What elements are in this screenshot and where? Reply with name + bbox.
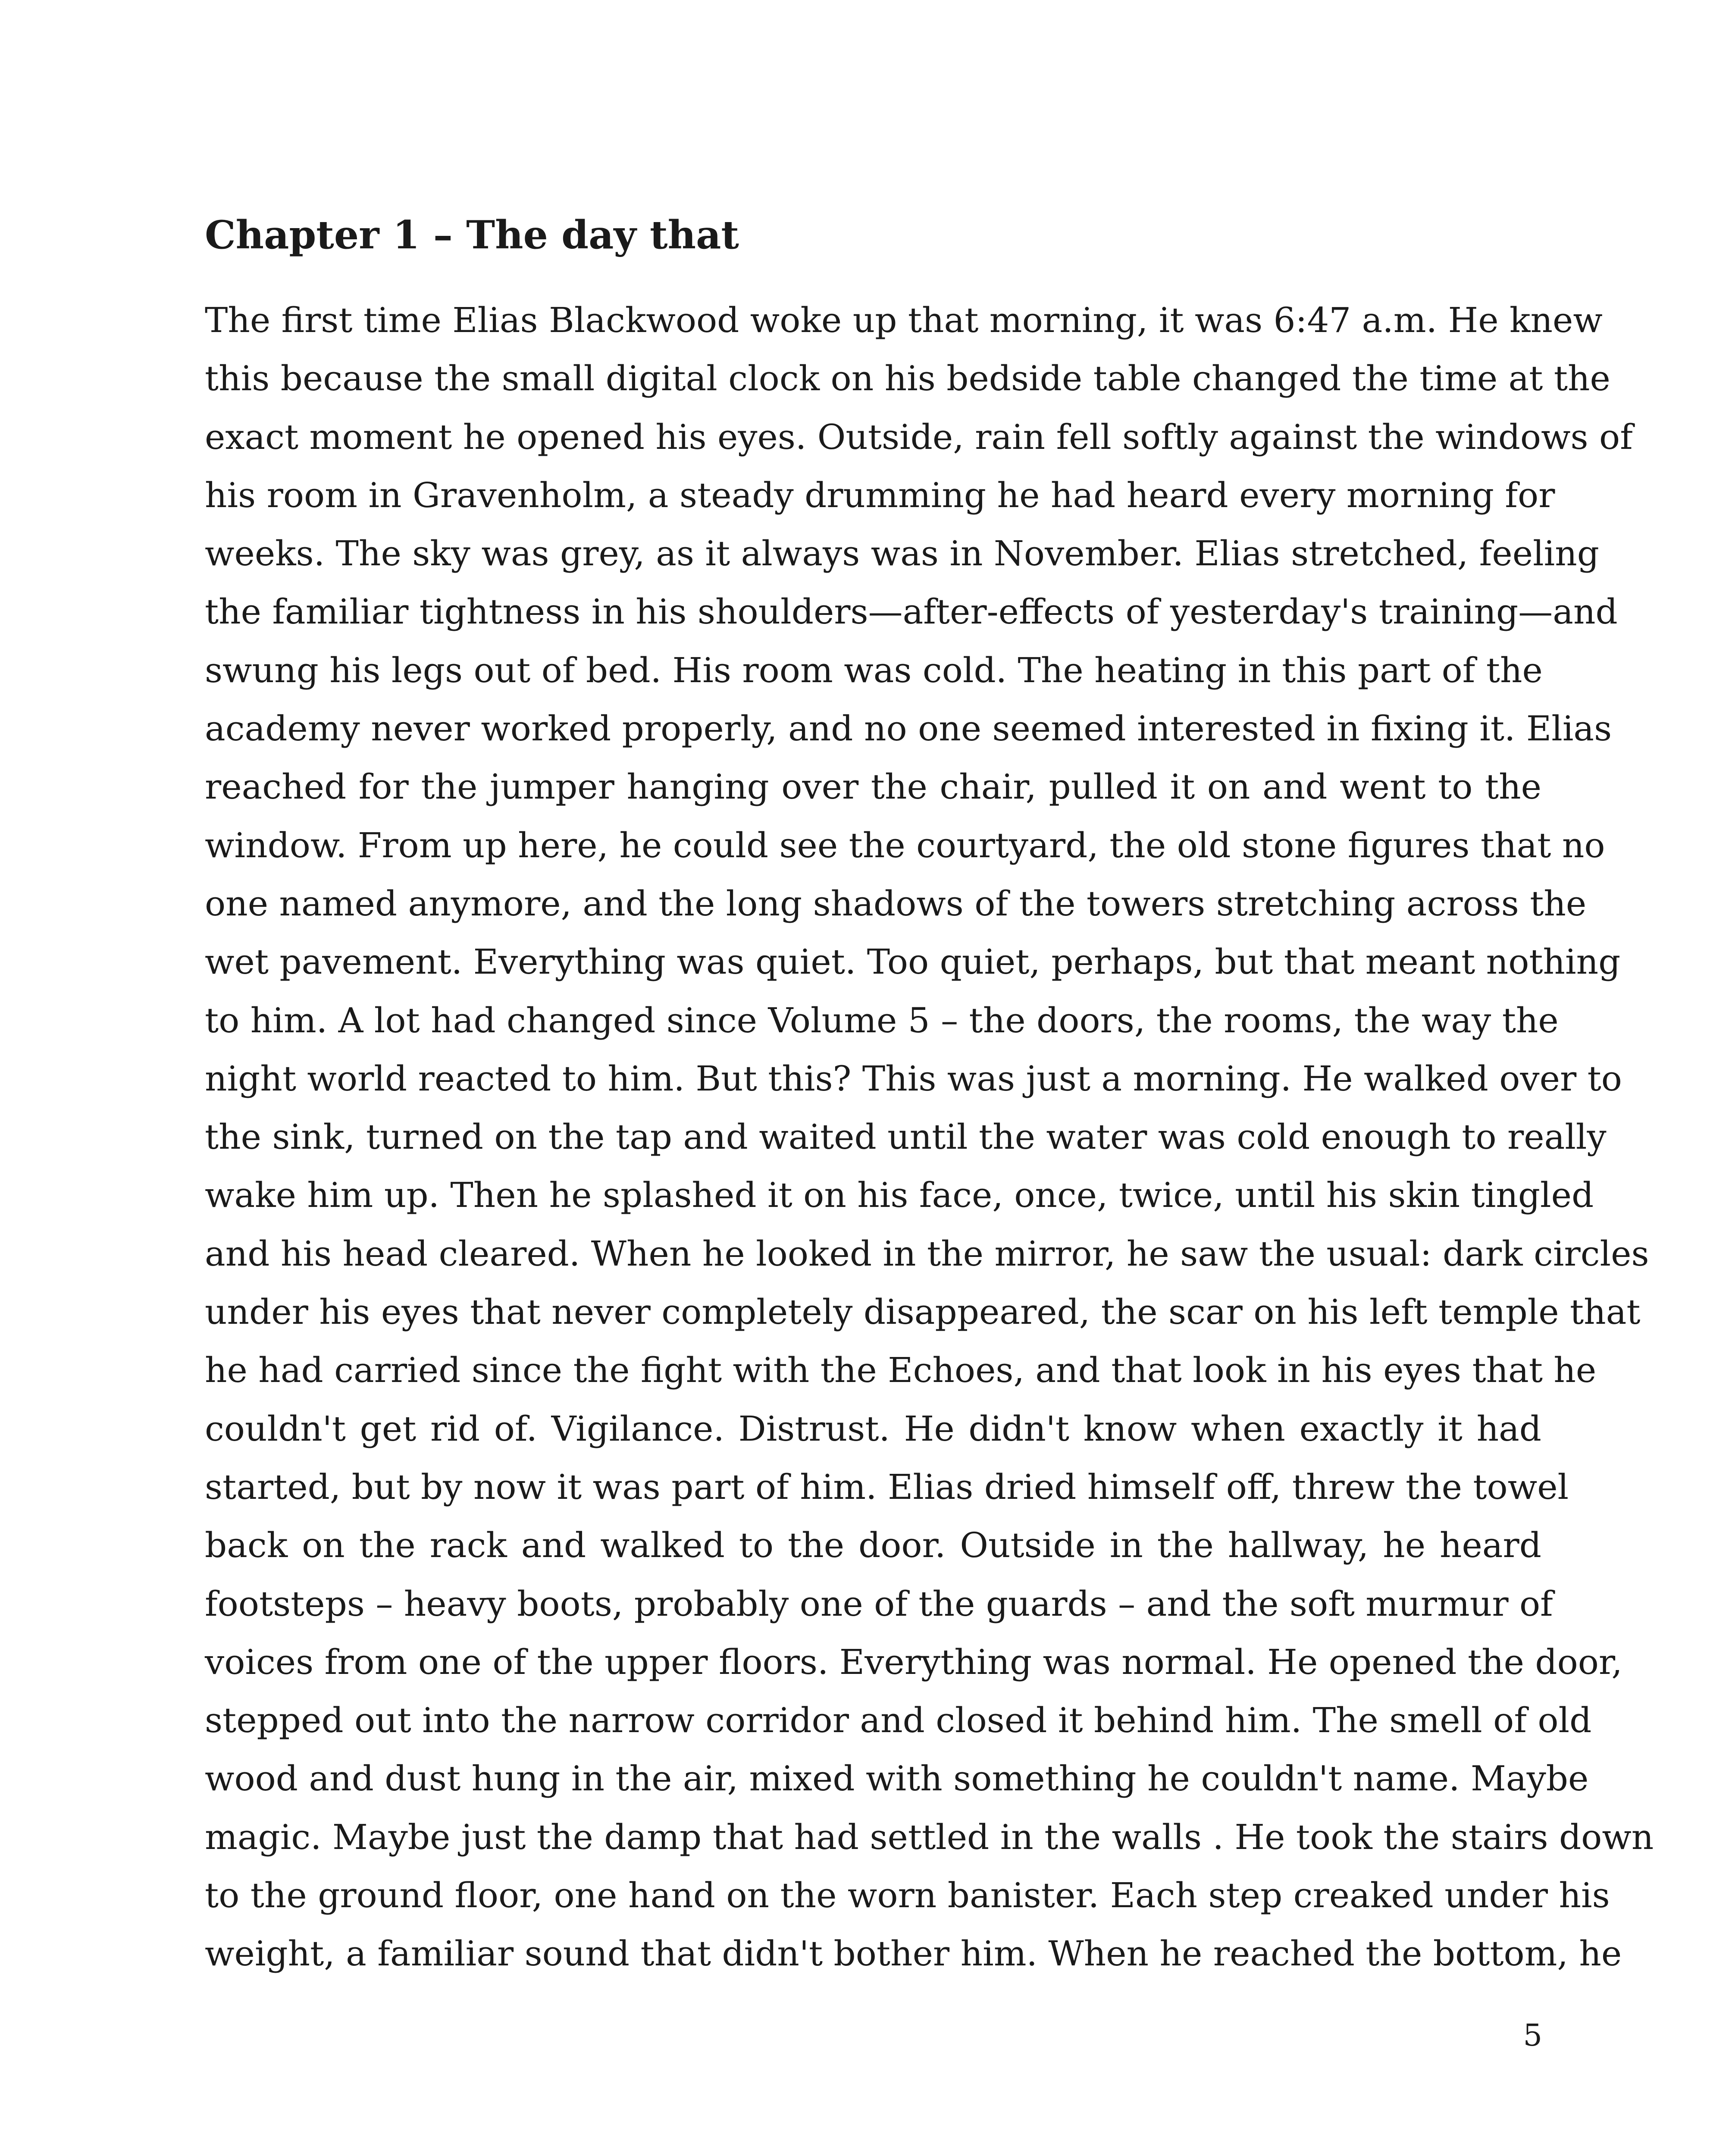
body-line: one named anymore, and the long shadows of the towers stretching across the bbox=[205, 883, 1587, 924]
chapter-title: Chapter 1 – The day that bbox=[205, 212, 739, 258]
body-line: this because the small digital clock on his bedside table changed the time at the bbox=[205, 358, 1610, 399]
body-line: started, but by now it was part of him. Elias dried himself off, threw the towel bbox=[205, 1467, 1569, 1507]
body-line: wet pavement. Everything was quiet. Too quiet, perhaps, but that meant nothing bbox=[205, 942, 1621, 982]
body-line: academy never worked properly, and no one seemed interested in fixing it. Elias bbox=[205, 708, 1612, 749]
body-line: magic. Maybe just the damp that had settled in the walls . He took the stairs down bbox=[205, 1817, 1654, 1857]
body-line: window. From up here, he could see the courtyard, the old stone figures that no bbox=[205, 825, 1605, 865]
body-line: stepped out into the narrow corridor and closed it behind him. The smell of old bbox=[205, 1700, 1592, 1741]
body-line: night world reacted to him. But this? This was just a morning. He walked over to bbox=[205, 1058, 1622, 1099]
body-line: the sink, turned on the tap and waited until the water was cold enough to really bbox=[205, 1117, 1607, 1157]
body-line: wake him up. Then he splashed it on his face, once, twice, until his skin tingled bbox=[205, 1175, 1594, 1216]
body-line: the familiar tightness in his shoulders—after-effects of yesterday's training—and bbox=[205, 592, 1618, 632]
body-line: The first time Elias Blackwood woke up that morning, it was 6:47 a.m. He knew bbox=[205, 300, 1603, 340]
body-line: and his head cleared. When he looked in the mirror, he saw the usual: dark circles bbox=[205, 1233, 1649, 1274]
body-line: weight, a familiar sound that didn't bother him. When he reached the bottom, he bbox=[205, 1934, 1622, 1974]
body-line: couldn't get rid of. Vigilance. Distrust. He didn't know when exactly it had bbox=[205, 1408, 1541, 1449]
body-line: to the ground floor, one hand on the worn banister. Each step creaked under his bbox=[205, 1875, 1610, 1916]
body-line: reached for the jumper hanging over the chair, pulled it on and went to the bbox=[205, 767, 1541, 807]
body-line: his room in Gravenholm, a steady drumming he had heard every morning for bbox=[205, 475, 1555, 515]
body-line: under his eyes that never completely disappeared, the scar on his left temple that bbox=[205, 1292, 1641, 1332]
page-number: 5 bbox=[1523, 2018, 1542, 2053]
body-line: exact moment he opened his eyes. Outside, rain fell softly against the windows of bbox=[205, 417, 1633, 457]
body-line: voices from one of the upper floors. Everything was normal. He opened the door, bbox=[205, 1642, 1622, 1682]
body-line: weeks. The sky was grey, as it always was in November. Elias stretched, feeling bbox=[205, 533, 1599, 574]
body-line: wood and dust hung in the air, mixed with something he couldn't name. Maybe bbox=[205, 1758, 1589, 1799]
body-line: swung his legs out of bed. His room was cold. The heating in this part of the bbox=[205, 650, 1543, 690]
body-line: back on the rack and walked to the door. Outside in the hallway, he heard bbox=[205, 1525, 1541, 1566]
chapter-body bbox=[205, 291, 1654, 1983]
body-line: to him. A lot had changed since Volume 5 – the doors, the rooms, the way the bbox=[205, 1000, 1559, 1040]
body-line: footsteps – heavy boots, probably one of the guards – and the soft murmur of bbox=[205, 1583, 1553, 1624]
body-line: he had carried since the fight with the Echoes, and that look in his eyes that he bbox=[205, 1350, 1597, 1391]
